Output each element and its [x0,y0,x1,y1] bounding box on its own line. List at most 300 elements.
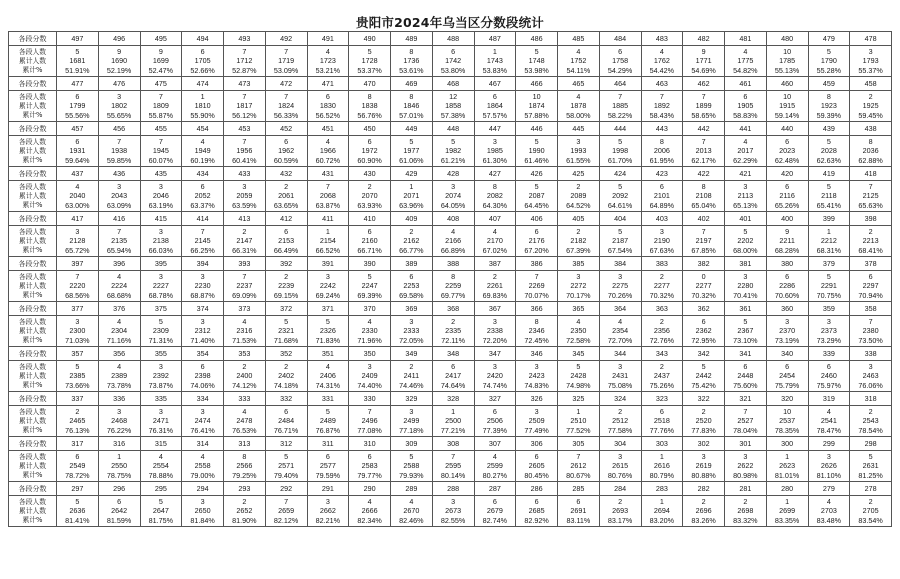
percent-value: 72.45% [524,335,549,345]
data-cell [98,451,140,482]
count-value: 4 [367,317,372,327]
row-label-score [9,167,57,181]
percent-value: 53.83% [482,65,508,75]
count-value: 7 [284,92,289,102]
score-cell: 402 [683,212,725,226]
data-cell-stack [433,452,474,480]
percent-value: 58.22% [607,110,633,120]
score-cell: 452 [265,122,307,136]
score-cell: 394 [182,257,224,271]
cumulative-value: 2605 [528,461,545,471]
data-cell [432,181,474,212]
cumulative-value: 1949 [194,146,211,156]
count-value: 6 [284,137,289,147]
percent-value: 80.67% [566,470,591,480]
data-cell [599,226,641,257]
cumulative-value: 2460 [820,371,837,381]
score-cell: 421 [725,167,767,181]
label-stack [9,48,56,75]
data-cell [349,46,391,77]
score-cell: 328 [432,392,474,406]
data-cell [57,496,99,527]
data-cell [516,406,558,437]
count-value: 10 [783,47,792,57]
count-value: 4 [743,137,748,147]
score-cell: 361 [725,302,767,316]
count-value: 7 [242,272,247,282]
data-cell-stack [809,362,850,390]
cumulative-value: 2089 [570,191,587,201]
score-cell: 330 [349,392,391,406]
cumulative-value: 2338 [486,326,503,336]
data-cell-stack [141,137,182,165]
data-cell-stack [725,317,766,345]
percent-value: 78.35% [774,425,800,435]
count-value: 8 [409,47,414,57]
percent-value: 69.39% [357,290,382,300]
cumulative-value: 2101 [653,191,670,201]
count-value: 4 [743,47,748,57]
data-cell-stack [683,497,724,525]
score-cell: 297 [57,482,99,496]
score-cell: 335 [140,392,182,406]
cumulative-value: 2693 [612,506,629,516]
data-cell [683,271,725,302]
data-cell [307,361,349,392]
count-value: 4 [492,452,497,462]
data-cell [766,226,808,257]
count-value: 5 [576,362,581,372]
score-cell: 471 [307,77,349,91]
data-cell [516,451,558,482]
data-cell [850,496,892,527]
count-value: 3 [200,272,205,282]
cumulative-value: 2162 [403,236,420,246]
cumulative-value: 2703 [820,506,837,516]
score-cell: 489 [391,32,433,46]
percent-value: 74.31% [315,380,341,390]
percent-value: 74.64% [440,380,466,390]
count-value: 3 [868,47,873,57]
data-cell [224,361,266,392]
cumulative-value: 1925 [862,101,879,111]
percent-value: 81.90% [232,515,257,525]
data-cell [224,91,266,122]
percent-value: 55.65% [106,110,132,120]
percent-value: 66.71% [357,245,382,255]
cumulative-value: 2312 [194,326,211,336]
data-cell-stack [141,497,182,525]
label-percent-text: 累计% [22,380,43,389]
count-value: 2 [75,407,80,417]
label-count-text: 各段人数 [18,182,47,191]
score-cell: 443 [641,122,683,136]
cumulative-value: 2071 [403,191,420,201]
count-value: 3 [242,182,247,192]
data-cell [391,316,433,347]
data-cell [307,451,349,482]
count-value: 6 [409,272,414,282]
cumulative-value: 2448 [737,371,754,381]
cumulative-value: 2135 [111,236,128,246]
data-cell [432,406,474,437]
count-value: 6 [492,92,497,102]
data-cell-stack [600,362,641,390]
data-cell [57,406,99,437]
label-score-text: 各段分数 [18,34,47,43]
score-cell: 390 [349,257,391,271]
count-value: 5 [618,227,623,237]
score-cell: 485 [558,32,600,46]
percent-value: 68.41% [858,245,883,255]
count-value: 6 [325,92,330,102]
score-cell: 365 [558,302,600,316]
data-cell [98,496,140,527]
count-value: 7 [534,272,539,282]
count-value: 4 [325,137,330,147]
data-cell [391,181,433,212]
percent-value: 79.25% [232,470,257,480]
percent-value: 55.37% [858,65,883,75]
cumulative-value: 2286 [779,281,796,291]
score-cell: 412 [265,212,307,226]
data-cell-stack [600,182,641,210]
percent-value: 53.61% [399,65,424,75]
cumulative-value: 2220 [69,281,86,291]
data-cell [140,136,182,167]
row-label-data [9,406,57,437]
count-value: 6 [200,47,205,57]
cumulative-value: 1899 [695,101,712,111]
percent-value: 70.60% [774,290,800,300]
percent-value: 64.89% [649,200,675,210]
score-cell: 346 [516,347,558,361]
data-cell [808,181,850,212]
data-cell-stack [558,137,599,165]
score-cell: 381 [725,257,767,271]
label-stack [9,273,56,300]
document-title: 贵阳市2024年乌当区分数段统计 [356,15,544,30]
data-cell [57,271,99,302]
cumulative-value: 2108 [695,191,712,201]
count-value: 4 [659,47,664,57]
data-cell [224,316,266,347]
cumulative-value: 1712 [236,56,253,66]
score-cell: 288 [432,482,474,496]
data-cell-stack [767,407,808,435]
score-cell: 435 [140,167,182,181]
cumulative-value: 2335 [445,326,462,336]
data-cell-stack [558,497,599,525]
cumulative-value: 2402 [278,371,295,381]
count-value: 6 [868,272,873,282]
score-cell: 360 [766,302,808,316]
data-cell-stack [809,92,850,120]
score-cell: 442 [683,122,725,136]
score-cell: 409 [391,212,433,226]
score-cell: 322 [683,392,725,406]
data-cell [599,451,641,482]
row-label-data [9,451,57,482]
score-cell: 375 [140,302,182,316]
percent-value: 79.40% [273,470,299,480]
data-cell [98,46,140,77]
cumulative-value: 2170 [486,236,503,246]
count-value: 2 [451,317,456,327]
data-cell-stack [809,137,850,165]
label-score-text: 各段分数 [18,304,47,313]
cumulative-value: 2588 [403,461,420,471]
count-value: 6 [367,452,372,462]
data-cell [307,226,349,257]
data-cell-stack [141,317,182,345]
cumulative-value: 2558 [194,461,211,471]
percent-value: 65.04% [691,200,716,210]
count-value: 1 [785,497,790,507]
cumulative-value: 2499 [403,416,420,426]
count-value: 6 [200,182,205,192]
data-cell-stack [266,362,307,390]
percent-value: 63.09% [106,200,132,210]
data-cell [224,136,266,167]
data-row [9,46,892,77]
data-cell [641,496,683,527]
score-cell: 410 [349,212,391,226]
data-cell-stack [308,92,349,120]
data-cell [224,271,266,302]
data-cell-stack [57,452,98,480]
percent-value: 59.64% [65,155,90,165]
data-cell-stack [683,47,724,75]
percent-value: 83.20% [649,515,675,525]
cumulative-value: 1938 [111,146,128,156]
data-cell-stack [99,137,140,165]
data-cell [558,226,600,257]
data-cell-stack [516,272,557,300]
percent-value: 61.21% [440,155,466,165]
data-cell-stack [683,362,724,390]
percent-value: 83.35% [774,515,800,525]
count-value: 6 [117,497,122,507]
count-value: 7 [158,137,163,147]
data-cell-stack [349,272,390,300]
data-cell [766,46,808,77]
percent-value: 60.90% [357,155,382,165]
data-cell [558,271,600,302]
percent-value: 77.52% [566,425,591,435]
cumulative-value: 2304 [111,326,128,336]
score-cell: 287 [474,482,516,496]
percent-value: 71.83% [315,335,341,345]
cumulative-value: 2291 [820,281,837,291]
cumulative-value: 2496 [361,416,378,426]
score-cell: 382 [683,257,725,271]
cumulative-value: 2437 [653,371,670,381]
cumulative-value: 2500 [445,416,462,426]
data-cell-stack [683,137,724,165]
score-cell: 482 [683,32,725,46]
data-cell-stack [475,182,516,210]
percent-value: 59.39% [816,110,842,120]
row-label-data [9,181,57,212]
data-cell [474,316,516,347]
data-cell-stack [725,47,766,75]
data-cell-stack [141,92,182,120]
score-cell: 444 [599,122,641,136]
data-cell-stack [391,92,432,120]
data-cell-stack [600,137,641,165]
data-cell [140,496,182,527]
data-cell [307,316,349,347]
percent-value: 70.07% [524,290,549,300]
label-count-text: 各段人数 [18,92,47,101]
count-value: 3 [492,362,497,372]
data-cell-stack [141,272,182,300]
count-value: 3 [325,272,330,282]
count-value: 6 [451,47,456,57]
score-cell: 480 [766,32,808,46]
score-cell: 357 [57,347,99,361]
data-cell [850,181,892,212]
cumulative-value: 2145 [194,236,211,246]
cumulative-value: 2017 [737,146,754,156]
count-value: 2 [868,407,873,417]
percent-value: 54.11% [566,65,591,75]
count-value: 5 [868,452,873,462]
data-cell-stack [767,137,808,165]
count-value: 8 [868,137,873,147]
percent-value: 75.97% [816,380,842,390]
data-cell-stack [182,47,223,75]
cumulative-value: 1824 [278,101,295,111]
percent-value: 52.66% [190,65,215,75]
cumulative-value: 2549 [69,461,86,471]
score-cell: 454 [182,122,224,136]
cumulative-value: 2330 [361,326,378,336]
cumulative-value: 2213 [862,236,879,246]
score-cell: 493 [224,32,266,46]
score-row [9,212,892,226]
count-value: 3 [659,227,664,237]
cumulative-value: 2409 [361,371,378,381]
score-cell: 484 [599,32,641,46]
data-cell-stack [642,47,683,75]
score-cell: 307 [474,437,516,451]
score-cell: 486 [516,32,558,46]
percent-value: 52.19% [106,65,132,75]
percent-value: 72.11% [441,335,466,345]
cumulative-value: 2013 [695,146,712,156]
count-value: 6 [325,452,330,462]
score-cell: 466 [516,77,558,91]
data-cell [265,136,307,167]
percent-value: 71.31% [148,335,174,345]
percent-value: 81.84% [190,515,215,525]
score-cell: 311 [307,437,349,451]
percent-value: 60.07% [148,155,174,165]
data-cell-stack [141,407,182,435]
score-cell: 424 [599,167,641,181]
cumulative-value: 2474 [194,416,211,426]
count-value: 5 [534,47,539,57]
cumulative-value: 2537 [779,416,796,426]
count-value: 8 [367,92,372,102]
score-cell: 380 [766,257,808,271]
data-cell-stack [809,47,850,75]
data-cell-stack [767,452,808,480]
cumulative-value: 2642 [111,506,128,516]
cumulative-value: 2362 [695,326,712,336]
data-cell [307,496,349,527]
cumulative-value: 2280 [737,281,754,291]
cumulative-value: 2316 [236,326,253,336]
data-cell-stack [683,407,724,435]
percent-value: 56.76% [357,110,382,120]
cumulative-value: 2489 [319,416,336,426]
score-cell: 324 [599,392,641,406]
data-cell [307,406,349,437]
data-cell-stack [683,317,724,345]
count-value: 7 [618,92,623,102]
count-value: 5 [367,47,372,57]
count-value: 4 [618,317,623,327]
cumulative-value: 2599 [486,461,503,471]
data-cell [808,46,850,77]
data-cell [516,316,558,347]
percent-value: 64.30% [482,200,508,210]
cumulative-value: 2061 [278,191,295,201]
score-cell: 379 [808,257,850,271]
count-value: 12 [449,92,458,102]
cumulative-value: 2554 [152,461,169,471]
data-cell [182,181,224,212]
cumulative-value: 1748 [528,56,545,66]
count-value: 5 [618,137,623,147]
score-cell: 373 [224,302,266,316]
data-cell-stack [99,407,140,435]
cumulative-value: 2059 [236,191,253,201]
cumulative-value: 2465 [69,416,86,426]
data-row [9,451,892,482]
score-cell: 386 [516,257,558,271]
count-value: 5 [826,182,831,192]
score-cell: 298 [850,437,892,451]
data-cell-stack [266,497,307,525]
count-value: 6 [75,137,80,147]
count-value: 1 [659,452,664,462]
cumulative-value: 2373 [820,326,837,336]
score-cell: 334 [182,392,224,406]
data-cell [265,46,307,77]
percent-value: 78.04% [733,425,758,435]
cumulative-value: 2046 [152,191,169,201]
score-cell: 371 [307,302,349,316]
data-cell-stack [308,137,349,165]
count-value: 8 [242,452,247,462]
data-cell [307,91,349,122]
label-count-text: 各段人数 [18,47,47,56]
data-cell-stack [558,452,599,480]
percent-value: 55.13% [774,65,800,75]
percent-value: 65.94% [106,245,132,255]
score-cell: 462 [683,77,725,91]
score-cell: 401 [725,212,767,226]
label-score-text: 各段分数 [18,79,47,88]
data-cell-stack [725,407,766,435]
cumulative-value: 1699 [152,56,169,66]
data-cell-stack [391,317,432,345]
data-cell-stack [182,407,223,435]
